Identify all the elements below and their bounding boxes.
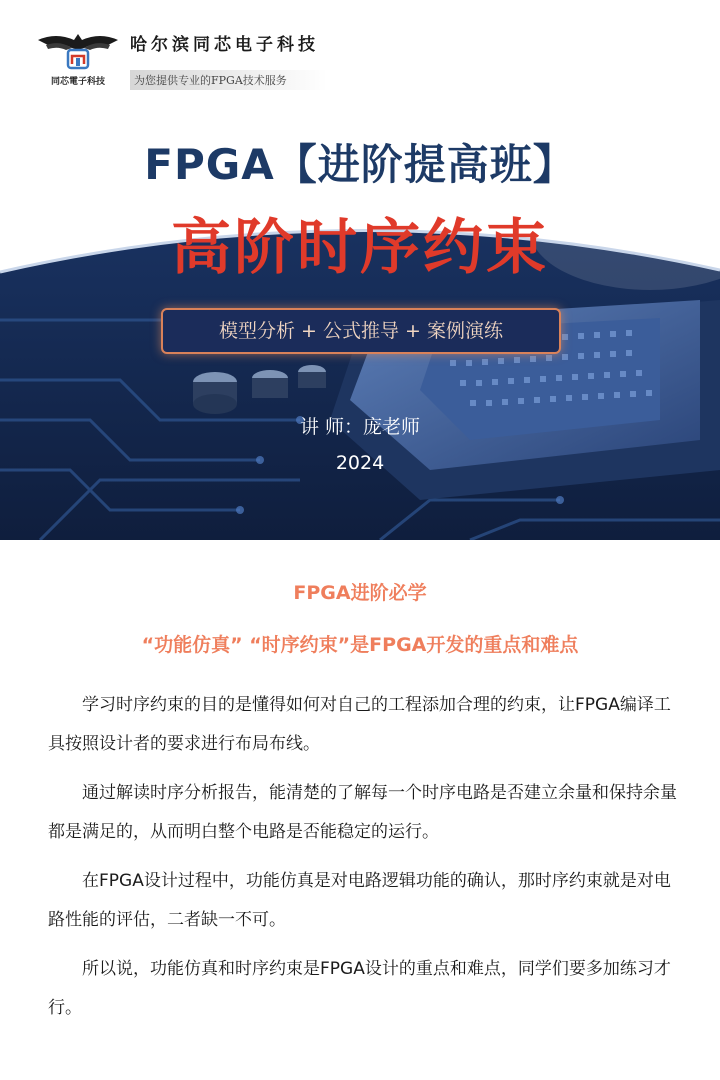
paragraph-1: 学习时序约束的目的是懂得如何对自己的工程添加合理的约束，让FPGA编译工具按照设计者的要求进行布局布线。 [48, 695, 671, 754]
course-subtitle: 高阶时序约束 [171, 213, 549, 283]
course-title: FPGA【进阶提高班】 [144, 140, 576, 189]
section-subheading: “功能仿真” “时序约束”是FPGA开发的重点和难点 [141, 634, 579, 656]
logo-caption: 同芯電子科技 [50, 77, 105, 87]
company-name: 哈尔滨同芯电子科技 [130, 35, 319, 55]
paragraph-3: 在FPGA设计过程中，功能仿真是对电路逻辑功能的确认，那时序约束就是对电路性能的评估，二者缺一不可。 [48, 871, 671, 930]
company-slogan: 为您提供专业的FPGA技术服务 [130, 70, 327, 90]
section-heading: FPGA进阶必学 [293, 582, 427, 604]
teacher-label: 讲 师：庞老师 [299, 416, 421, 438]
course-year: 2024 [335, 452, 385, 474]
paragraph-2: 通过解读时序分析报告，能清楚的了解每一个时序电路是否建立余量和保持余量都是满足的，从而明白整个电路是否能稳定的运行。 [48, 783, 677, 842]
article-body [48, 686, 678, 1038]
paragraph-4: 所以说，功能仿真和时序约束是FPGA设计的重点和难点，同学们要多加练习才行。 [48, 959, 671, 1018]
course-tagline: 模型分析 + 公式推导 + 案例演练 [161, 308, 561, 354]
